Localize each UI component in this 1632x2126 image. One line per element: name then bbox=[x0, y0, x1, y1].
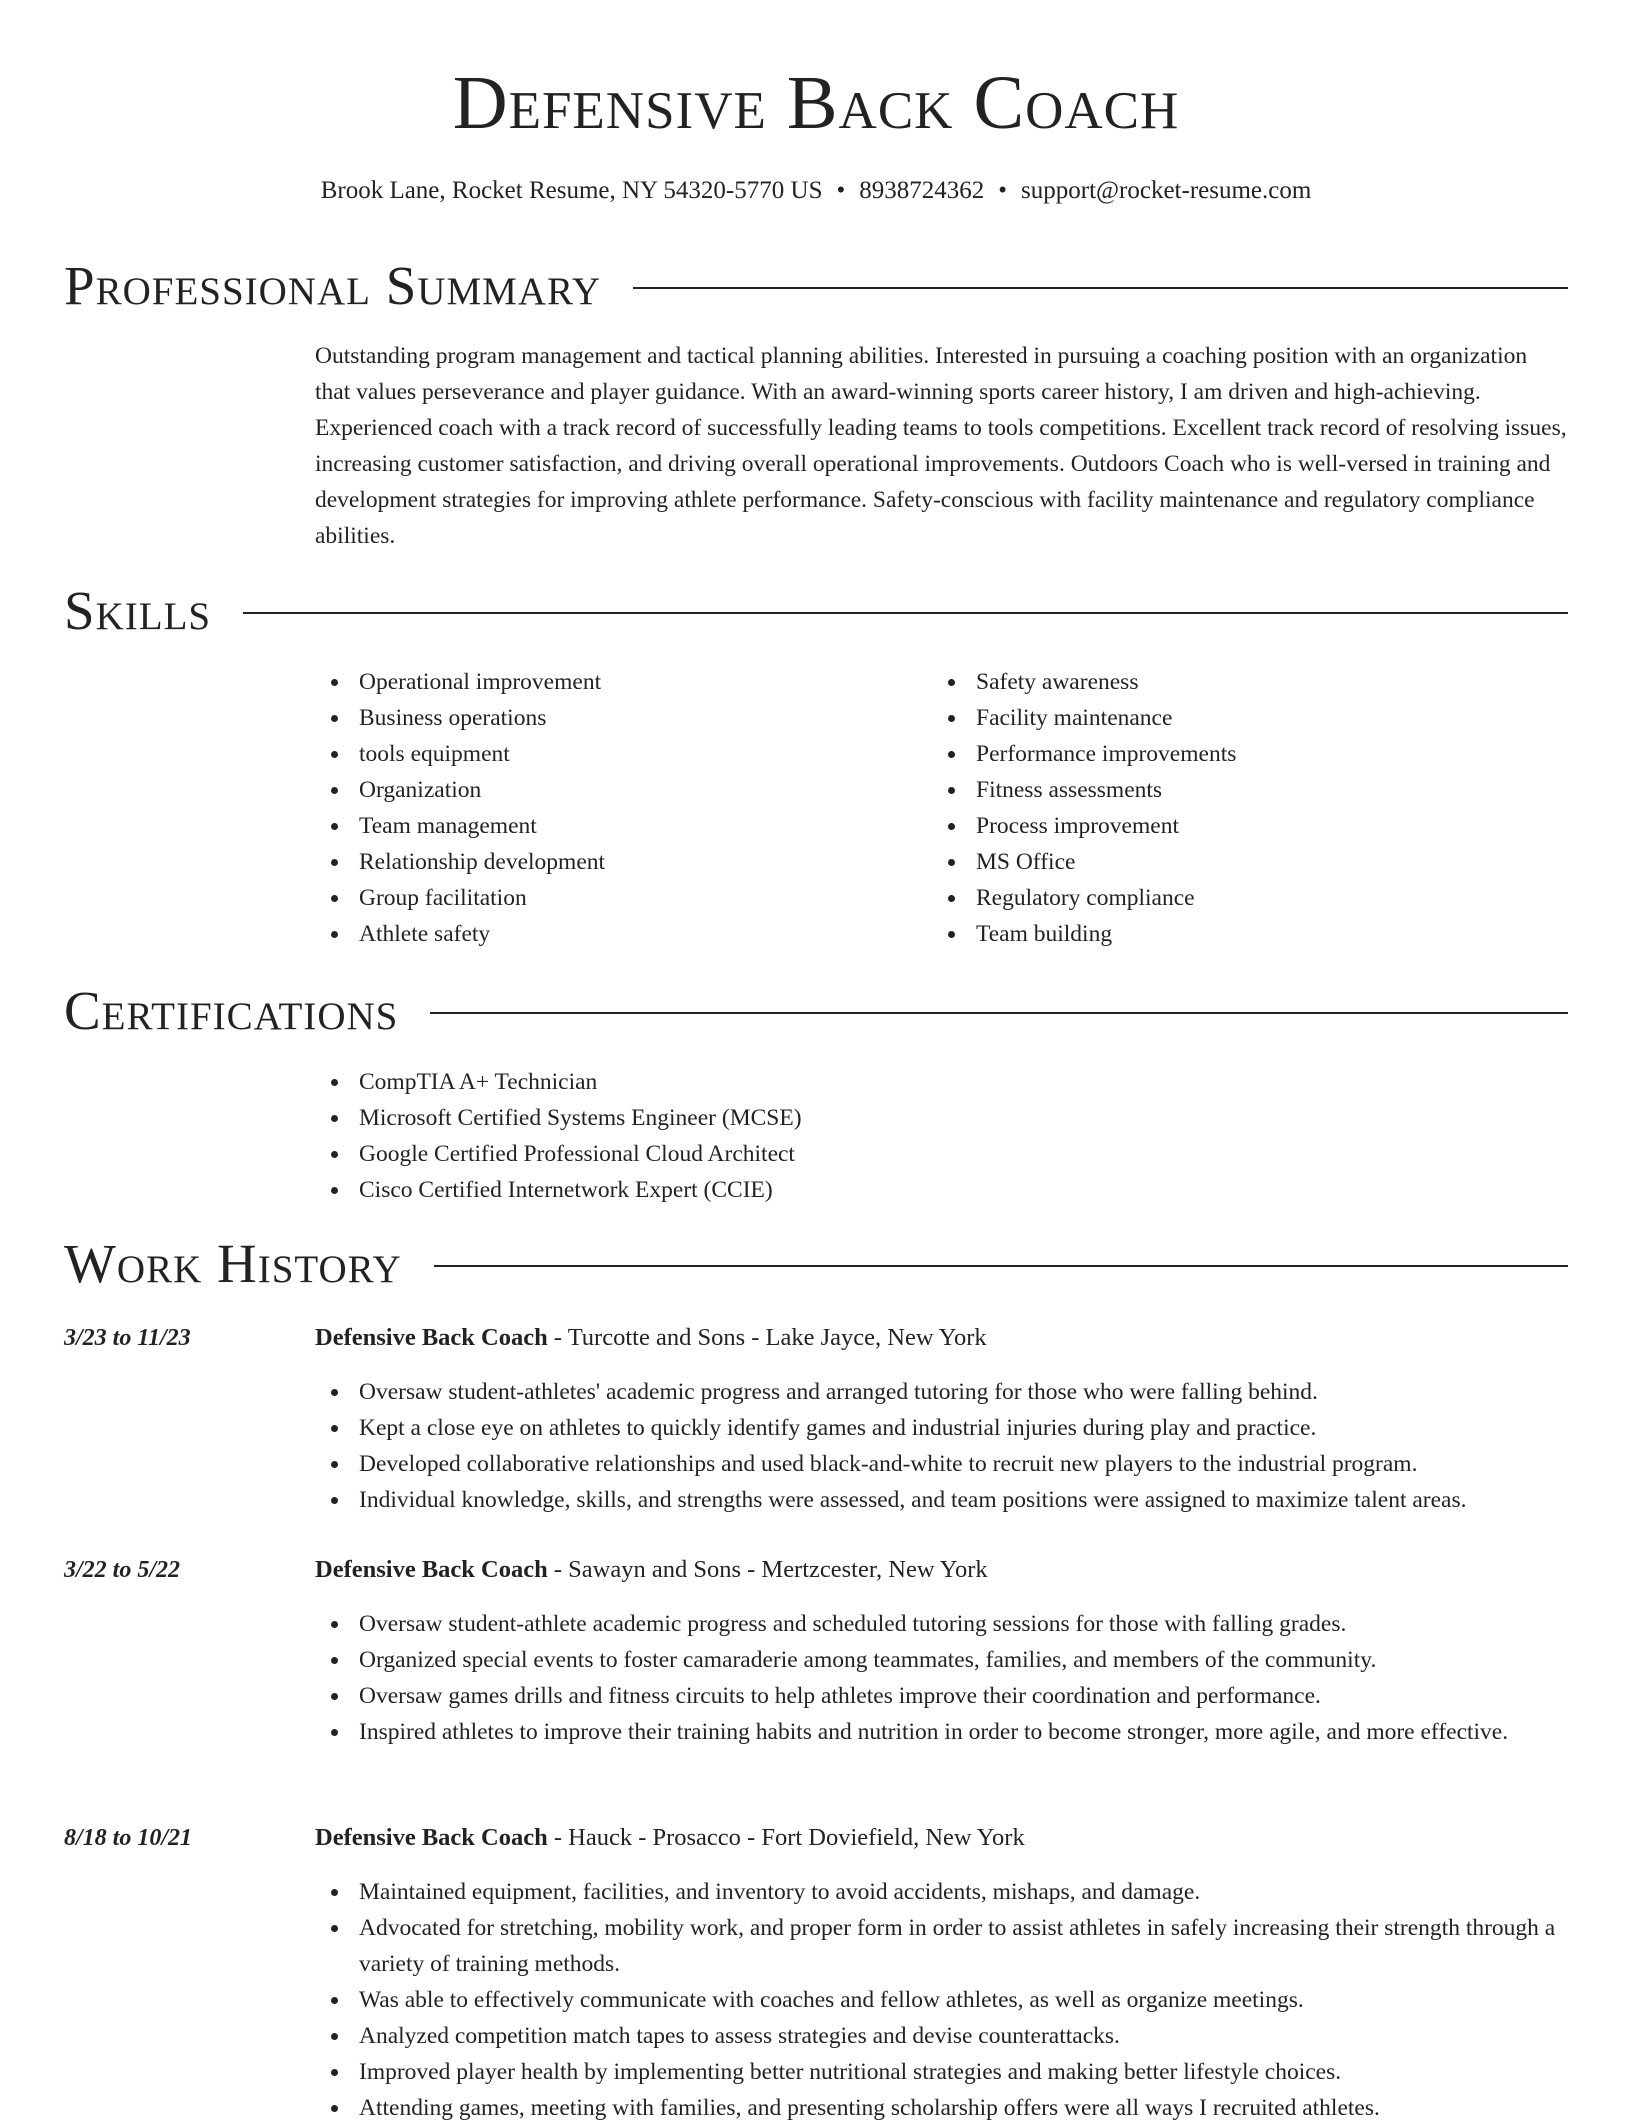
job-duty-item: Maintained equipment, facilities, and inventory to avoid accidents, mishaps, and damage. bbox=[315, 1874, 1568, 1910]
section-divider bbox=[243, 612, 1568, 614]
summary-title: Professional Summary bbox=[64, 255, 602, 316]
work-history-title: Work History bbox=[64, 1233, 402, 1294]
skill-item: Performance improvements bbox=[932, 736, 1492, 772]
skills-title: Skills bbox=[64, 580, 212, 641]
certification-item: CompTIA A+ Technician bbox=[315, 1064, 1215, 1100]
job-title: Defensive Back Coach bbox=[315, 1556, 548, 1583]
skills-column-left bbox=[315, 664, 875, 952]
job-header bbox=[315, 1820, 1025, 1856]
skills-list-left bbox=[315, 664, 875, 952]
job-duty-item: Kept a close eye on athletes to quickly identify games and industrial injuries during play and practice. bbox=[315, 1410, 1568, 1446]
job-dates: 3/22 to 5/22 bbox=[64, 1557, 181, 1583]
skill-item: Team management bbox=[315, 808, 875, 844]
job-details: - Sawayn and Sons - Mertzcester, New York bbox=[547, 1556, 988, 1583]
section-divider bbox=[434, 1265, 1568, 1267]
work-history-section-header bbox=[64, 1232, 1568, 1296]
job-duty-item: Organized special events to foster camaraderie among teammates, families, and members of the community. bbox=[315, 1642, 1568, 1678]
job-details: - Turcotte and Sons - Lake Jayce, New York bbox=[547, 1324, 987, 1351]
certification-item: Cisco Certified Internetwork Expert (CCIE) bbox=[315, 1172, 1215, 1208]
certifications-title: Certifications bbox=[64, 980, 399, 1041]
job-duties bbox=[315, 1606, 1568, 1750]
skill-item: Team building bbox=[932, 916, 1492, 952]
job-duty-item: Analyzed competition match tapes to assess strategies and devise counterattacks. bbox=[315, 2018, 1568, 2054]
job-duty-item: Attending games, meeting with families, and presenting scholarship offers were all ways I recruited athletes. bbox=[315, 2090, 1568, 2126]
skills-section-header bbox=[64, 579, 1568, 643]
skill-item: tools equipment bbox=[315, 736, 875, 772]
summary-section-header bbox=[64, 254, 1568, 318]
certifications-list bbox=[315, 1064, 1215, 1208]
job-duties-list bbox=[315, 1874, 1568, 2126]
job-title: Defensive Back Coach bbox=[315, 1824, 548, 1851]
job-duties bbox=[315, 1874, 1568, 2126]
certification-item: Google Certified Professional Cloud Architect bbox=[315, 1136, 1215, 1172]
job-duty-item: Improved player health by implementing better nutritional strategies and making better lifestyle choices. bbox=[315, 2054, 1568, 2090]
job-duty-item: Individual knowledge, skills, and strengths were assessed, and team positions were assigned to maximize talent areas. bbox=[315, 1482, 1568, 1518]
certifications-section-header bbox=[64, 979, 1568, 1043]
skills-column-right bbox=[932, 664, 1492, 952]
skill-item: Organization bbox=[315, 772, 875, 808]
job-header bbox=[315, 1552, 988, 1588]
skills-list-right bbox=[932, 664, 1492, 952]
skill-item: Athlete safety bbox=[315, 916, 875, 952]
section-divider bbox=[633, 287, 1568, 289]
skill-item: Facility maintenance bbox=[932, 700, 1492, 736]
contact-line bbox=[0, 174, 1632, 208]
job-title: Defensive Back Coach bbox=[315, 1324, 548, 1351]
job-duty-item: Inspired athletes to improve their training habits and nutrition in order to become stronger, more agile, and more effective. bbox=[315, 1714, 1568, 1750]
job-duty-item: Advocated for stretching, mobility work, and proper form in order to assist athletes in safely increasing their strength through a variety of training methods. bbox=[315, 1910, 1568, 1982]
skill-item: Group facilitation bbox=[315, 880, 875, 916]
job-duty-item: Oversaw student-athletes' academic progress and arranged tutoring for those who were falling behind. bbox=[315, 1374, 1568, 1410]
job-duty-item: Oversaw student-athlete academic progress and scheduled tutoring sessions for those with falling grades. bbox=[315, 1606, 1568, 1642]
job-duties-list bbox=[315, 1374, 1568, 1518]
job-details: - Hauck - Prosacco - Fort Doviefield, New York bbox=[547, 1824, 1025, 1851]
job-dates: 8/18 to 10/21 bbox=[64, 1825, 193, 1851]
job-duty-item: Developed collaborative relationships and used black-and-white to recruit new players to the industrial program. bbox=[315, 1446, 1568, 1482]
summary-text: Outstanding program management and tactical planning abilities. Interested in pursuing a coaching position with an organization that values perseverance and player guidance. With an award-winning sports career history, I am driven and high-achieving. Experienced coach with a track record of successfully leading teams to tools competitions. Excellent track record of resolving issues, increasing customer satisfaction, and driving overall operational improvements. Outdoors Coach who is well-versed in training and development strategies for improving athlete performance. Safety-conscious with facility maintenance and regulatory compliance abilities. bbox=[315, 343, 1567, 549]
skill-item: Fitness assessments bbox=[932, 772, 1492, 808]
section-divider bbox=[430, 1012, 1568, 1014]
job-duty-item: Was able to effectively communicate with coaches and fellow athletes, as well as organize meetings. bbox=[315, 1982, 1568, 2018]
job-duty-item: Oversaw games drills and fitness circuits to help athletes improve their coordination and performance. bbox=[315, 1678, 1568, 1714]
certifications-block bbox=[315, 1064, 1215, 1208]
job-duties bbox=[315, 1374, 1568, 1518]
job-dates: 3/23 to 11/23 bbox=[64, 1325, 191, 1351]
contact-address: Brook Lane, Rocket Resume, NY 54320-5770 US bbox=[320, 177, 823, 204]
resume-name: Defensive Back Coach bbox=[452, 61, 1180, 145]
skill-item: Operational improvement bbox=[315, 664, 875, 700]
certification-item: Microsoft Certified Systems Engineer (MCSE) bbox=[315, 1100, 1215, 1136]
job-header bbox=[315, 1320, 987, 1356]
contact-email: support@rocket-resume.com bbox=[1021, 177, 1312, 204]
skill-item: Regulatory compliance bbox=[932, 880, 1492, 916]
skill-item: Process improvement bbox=[932, 808, 1492, 844]
contact-separator: • bbox=[998, 177, 1008, 204]
skill-item: Business operations bbox=[315, 700, 875, 736]
job-duties-list bbox=[315, 1606, 1568, 1750]
contact-separator: • bbox=[836, 177, 846, 204]
skill-item: Safety awareness bbox=[932, 664, 1492, 700]
skill-item: MS Office bbox=[932, 844, 1492, 880]
contact-phone: 8938724362 bbox=[859, 177, 985, 204]
skill-item: Relationship development bbox=[315, 844, 875, 880]
